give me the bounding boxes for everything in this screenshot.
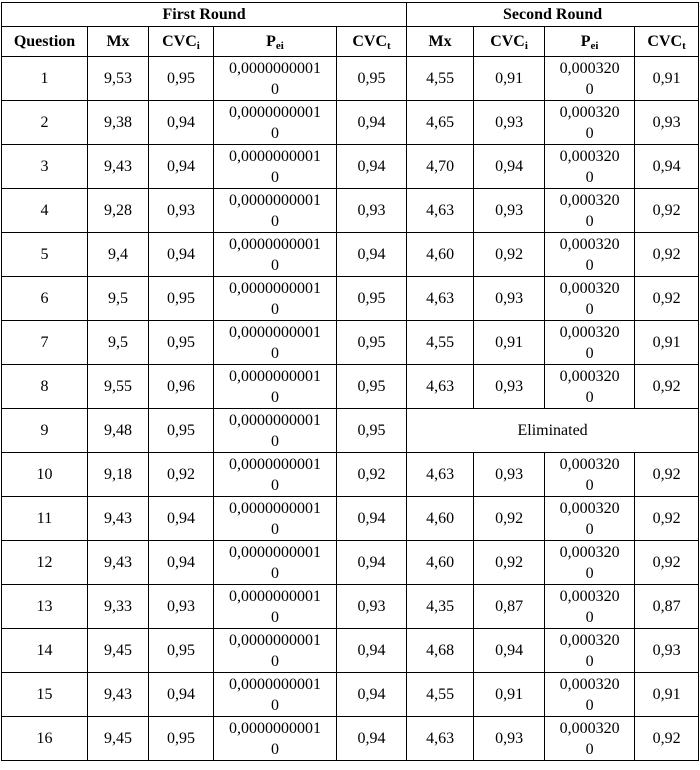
cvct-cell-r1: 0,94	[337, 717, 407, 761]
cvct-cell-r1: 0,93	[337, 585, 407, 629]
pei-line-2: 0	[585, 388, 594, 406]
pei-cell-r1	[214, 189, 337, 233]
mx-cell-r1: 9,18	[88, 453, 149, 497]
pei-line-1: 0,0000000001	[229, 543, 321, 561]
question-cell: 15	[2, 673, 88, 717]
cvci-cell-r1: 0,94	[149, 673, 214, 717]
cvci-cell-r1: 0,94	[149, 101, 214, 145]
pei-line-2: 0	[271, 168, 279, 186]
mx-column-header-r2: Mx	[407, 27, 474, 57]
cvct-cell-r1: 0,95	[337, 365, 407, 409]
pei-line-2: 0	[585, 476, 594, 494]
cvct-cell-r2: 0,92	[635, 541, 699, 585]
table-row	[2, 585, 699, 629]
pei-line-2: 0	[271, 344, 279, 362]
pei-line-1: 0,000320	[559, 103, 620, 121]
table-row	[2, 409, 699, 453]
table-row	[2, 541, 699, 585]
question-cell: 16	[2, 717, 88, 761]
pei-line-2: 0	[585, 256, 594, 274]
table-row	[2, 277, 699, 321]
pei-line-1: 0,0000000001	[229, 147, 321, 165]
table-row	[2, 145, 699, 189]
question-cell: 6	[2, 277, 88, 321]
cvct-cell-r1: 0,95	[337, 409, 407, 453]
pei-line-2: 0	[585, 564, 594, 582]
cvc-label: CVC	[647, 32, 683, 50]
cvci-cell-r2: 0,94	[474, 629, 545, 673]
cvci-column-header-r1	[149, 27, 214, 57]
cvci-cell-r1: 0,95	[149, 277, 214, 321]
pei-cell-r2	[545, 57, 635, 101]
mx-cell-r2: 4,55	[407, 673, 474, 717]
pei-cell-r1	[214, 233, 337, 277]
mx-cell-r2: 4,63	[407, 277, 474, 321]
cvc-label: CVC	[490, 32, 525, 50]
pei-line-1: 0,000320	[559, 631, 620, 649]
cvct-cell-r1: 0,94	[337, 629, 407, 673]
mx-cell-r2: 4,55	[407, 57, 474, 101]
pei-column-header-r1	[214, 27, 337, 57]
question-cell: 13	[2, 585, 88, 629]
pei-line-2: 0	[271, 740, 279, 758]
pei-line-1: 0,0000000001	[229, 411, 321, 429]
cvct-cell-r2: 0,93	[635, 629, 699, 673]
question-cell: 7	[2, 321, 88, 365]
cvci-cell-r2: 0,91	[474, 321, 545, 365]
pei-line-2: 0	[585, 80, 594, 98]
cvct-cell-r1: 0,95	[337, 57, 407, 101]
pei-line-1: 0,000320	[559, 543, 620, 561]
pei-line-1: 0,0000000001	[229, 587, 321, 605]
eliminated-cell: Eliminated	[407, 409, 699, 453]
pei-line-2: 0	[585, 520, 594, 538]
cvci-cell-r2: 0,91	[474, 57, 545, 101]
pei-line-2: 0	[271, 564, 279, 582]
question-cell: 4	[2, 189, 88, 233]
cvci-cell-r1: 0,92	[149, 453, 214, 497]
mx-cell-r1: 9,43	[88, 541, 149, 585]
pei-line-1: 0,0000000001	[229, 455, 321, 473]
subscript: t	[682, 39, 686, 52]
pei-line-2: 0	[271, 652, 279, 670]
pei-line-2: 0	[271, 696, 279, 714]
pei-line-1: 0,0000000001	[229, 323, 321, 341]
pei-line-2: 0	[271, 256, 279, 274]
mx-cell-r1: 9,5	[88, 277, 149, 321]
pe-label: P	[580, 32, 591, 50]
question-cell: 9	[2, 409, 88, 453]
cvci-cell-r2: 0,92	[474, 233, 545, 277]
table-row	[2, 365, 699, 409]
mx-cell-r1: 9,28	[88, 189, 149, 233]
question-cell: 14	[2, 629, 88, 673]
mx-cell-r2: 4,60	[407, 497, 474, 541]
cvct-cell-r1: 0,94	[337, 541, 407, 585]
pei-cell-r1	[214, 321, 337, 365]
cvci-cell-r2: 0,92	[474, 497, 545, 541]
mx-cell-r1: 9,33	[88, 585, 149, 629]
cvci-cell-r1: 0,95	[149, 629, 214, 673]
cvct-cell-r2: 0,92	[635, 717, 699, 761]
group-header-row	[2, 3, 699, 27]
cvct-cell-r2: 0,94	[635, 145, 699, 189]
pei-cell-r1	[214, 145, 337, 189]
cvct-cell-r1: 0,95	[337, 321, 407, 365]
cvci-cell-r1: 0,94	[149, 233, 214, 277]
pei-line-2: 0	[271, 212, 279, 230]
pei-cell-r2	[545, 629, 635, 673]
cvci-cell-r1: 0,93	[149, 585, 214, 629]
pei-line-1: 0,0000000001	[229, 191, 321, 209]
cvci-cell-r1: 0,95	[149, 409, 214, 453]
cvct-cell-r2: 0,92	[635, 233, 699, 277]
first-round-header: First Round	[2, 3, 407, 27]
pei-line-1: 0,0000000001	[229, 367, 321, 385]
pei-cell-r2	[545, 189, 635, 233]
pei-line-1: 0,0000000001	[229, 59, 321, 77]
pei-line-1: 0,000320	[559, 279, 620, 297]
pei-line-2: 0	[585, 696, 594, 714]
mx-cell-r2: 4,63	[407, 365, 474, 409]
cvci-cell-r1: 0,94	[149, 497, 214, 541]
cvct-cell-r1: 0,95	[337, 277, 407, 321]
pei-line-2: 0	[585, 608, 594, 626]
results-table	[1, 2, 699, 761]
question-column-header: Question	[2, 27, 88, 57]
table-body	[2, 57, 699, 761]
pei-line-2: 0	[271, 608, 279, 626]
pei-cell-r1	[214, 585, 337, 629]
table-row	[2, 497, 699, 541]
pei-cell-r1	[214, 717, 337, 761]
mx-cell-r2: 4,68	[407, 629, 474, 673]
table-row	[2, 717, 699, 761]
cvci-cell-r1: 0,95	[149, 57, 214, 101]
cvci-cell-r2: 0,93	[474, 365, 545, 409]
pei-line-1: 0,000320	[559, 147, 620, 165]
cvct-column-header-r1	[337, 27, 407, 57]
question-cell: 10	[2, 453, 88, 497]
cvct-cell-r2: 0,91	[635, 673, 699, 717]
mx-cell-r1: 9,55	[88, 365, 149, 409]
pei-line-1: 0,0000000001	[229, 631, 321, 649]
cvct-cell-r1: 0,94	[337, 497, 407, 541]
pei-cell-r1	[214, 453, 337, 497]
pei-line-1: 0,000320	[559, 719, 620, 737]
cvct-cell-r2: 0,91	[635, 57, 699, 101]
cvct-cell-r2: 0,92	[635, 277, 699, 321]
pei-line-2: 0	[585, 344, 594, 362]
table-row	[2, 189, 699, 233]
cvct-cell-r1: 0,94	[337, 145, 407, 189]
question-cell: 12	[2, 541, 88, 585]
pei-line-2: 0	[271, 432, 279, 450]
pei-line-2: 0	[585, 168, 594, 186]
pei-cell-r1	[214, 277, 337, 321]
question-cell: 5	[2, 233, 88, 277]
mx-cell-r2: 4,65	[407, 101, 474, 145]
question-cell: 3	[2, 145, 88, 189]
question-cell: 2	[2, 101, 88, 145]
pei-line-1: 0,000320	[559, 587, 620, 605]
cvci-cell-r1: 0,95	[149, 321, 214, 365]
pei-cell-r2	[545, 673, 635, 717]
pei-line-2: 0	[271, 80, 279, 98]
pei-cell-r2	[545, 453, 635, 497]
cvci-cell-r2: 0,92	[474, 541, 545, 585]
pei-cell-r1	[214, 101, 337, 145]
pei-line-2: 0	[585, 300, 594, 318]
cvct-cell-r1: 0,94	[337, 233, 407, 277]
mx-cell-r1: 9,43	[88, 673, 149, 717]
cvct-cell-r2: 0,92	[635, 189, 699, 233]
table-row	[2, 57, 699, 101]
pei-line-1: 0,000320	[559, 59, 620, 77]
pei-line-1: 0,000320	[559, 499, 620, 517]
pei-line-2: 0	[585, 124, 594, 142]
mx-cell-r2: 4,60	[407, 233, 474, 277]
pei-column-header-r2	[545, 27, 635, 57]
second-round-header: Second Round	[407, 3, 699, 27]
pei-cell-r1	[214, 409, 337, 453]
cvci-cell-r1: 0,93	[149, 189, 214, 233]
mx-cell-r1: 9,5	[88, 321, 149, 365]
cvct-cell-r2: 0,93	[635, 101, 699, 145]
pei-line-2: 0	[585, 212, 594, 230]
mx-column-header-r1: Mx	[88, 27, 149, 57]
pei-line-1: 0,000320	[559, 323, 620, 341]
question-cell: 1	[2, 57, 88, 101]
pei-line-1: 0,0000000001	[229, 279, 321, 297]
pei-line-2: 0	[585, 652, 594, 670]
table-row	[2, 233, 699, 277]
table-row	[2, 673, 699, 717]
mx-cell-r1: 9,45	[88, 629, 149, 673]
table-row	[2, 101, 699, 145]
pei-line-2: 0	[271, 520, 279, 538]
mx-cell-r1: 9,43	[88, 497, 149, 541]
cvc-label: CVC	[162, 32, 197, 50]
pei-line-2: 0	[271, 476, 279, 494]
pei-cell-r2	[545, 497, 635, 541]
pei-cell-r2	[545, 321, 635, 365]
pei-cell-r2	[545, 277, 635, 321]
cvct-cell-r1: 0,93	[337, 189, 407, 233]
subscript: t	[387, 39, 391, 52]
mx-cell-r2: 4,63	[407, 453, 474, 497]
pei-cell-r2	[545, 101, 635, 145]
cvct-cell-r2: 0,92	[635, 453, 699, 497]
pei-line-1: 0,0000000001	[229, 719, 321, 737]
mx-cell-r2: 4,70	[407, 145, 474, 189]
table-row	[2, 453, 699, 497]
pei-line-1: 0,000320	[559, 675, 620, 693]
pei-line-1: 0,0000000001	[229, 235, 321, 253]
cvci-cell-r2: 0,91	[474, 673, 545, 717]
cvci-cell-r2: 0,87	[474, 585, 545, 629]
mx-cell-r1: 9,4	[88, 233, 149, 277]
pei-line-1: 0,000320	[559, 367, 620, 385]
pei-cell-r1	[214, 497, 337, 541]
cvci-cell-r2: 0,94	[474, 145, 545, 189]
pei-cell-r2	[545, 233, 635, 277]
table-row	[2, 321, 699, 365]
pei-cell-r1	[214, 365, 337, 409]
cvct-cell-r1: 0,94	[337, 673, 407, 717]
mx-cell-r1: 9,38	[88, 101, 149, 145]
table-row	[2, 629, 699, 673]
mx-cell-r2: 4,63	[407, 717, 474, 761]
cvci-column-header-r2	[474, 27, 545, 57]
subscript: i	[524, 39, 528, 52]
cvci-cell-r1: 0,94	[149, 145, 214, 189]
mx-cell-r1: 9,48	[88, 409, 149, 453]
cvci-cell-r1: 0,96	[149, 365, 214, 409]
cvci-cell-r2: 0,93	[474, 717, 545, 761]
pei-line-1: 0,000320	[559, 235, 620, 253]
cvci-cell-r2: 0,93	[474, 277, 545, 321]
cvct-cell-r2: 0,91	[635, 321, 699, 365]
pei-line-2: 0	[271, 300, 279, 318]
pei-cell-r2	[545, 145, 635, 189]
mx-cell-r2: 4,35	[407, 585, 474, 629]
pei-cell-r1	[214, 541, 337, 585]
pei-cell-r2	[545, 717, 635, 761]
subscript: i	[196, 39, 200, 52]
pe-label: P	[266, 32, 276, 50]
mx-cell-r1: 9,53	[88, 57, 149, 101]
pei-line-1: 0,000320	[559, 191, 620, 209]
pei-cell-r1	[214, 673, 337, 717]
cvci-cell-r1: 0,94	[149, 541, 214, 585]
cvci-cell-r2: 0,93	[474, 453, 545, 497]
cvci-cell-r2: 0,93	[474, 101, 545, 145]
pei-line-2: 0	[271, 388, 279, 406]
mx-cell-r2: 4,55	[407, 321, 474, 365]
cvci-cell-r1: 0,95	[149, 717, 214, 761]
mx-cell-r1: 9,45	[88, 717, 149, 761]
subscript: ei	[275, 39, 284, 52]
question-cell: 8	[2, 365, 88, 409]
pei-line-1: 0,000320	[559, 455, 620, 473]
column-header-row	[2, 27, 699, 57]
cvct-cell-r2: 0,92	[635, 497, 699, 541]
pei-line-1: 0,0000000001	[229, 675, 321, 693]
question-cell: 11	[2, 497, 88, 541]
cvct-cell-r2: 0,87	[635, 585, 699, 629]
cvct-cell-r1: 0,94	[337, 101, 407, 145]
pei-cell-r2	[545, 541, 635, 585]
pei-line-2: 0	[271, 124, 279, 142]
pei-cell-r2	[545, 585, 635, 629]
cvct-cell-r2: 0,92	[635, 365, 699, 409]
pei-line-2: 0	[585, 740, 594, 758]
pei-cell-r1	[214, 629, 337, 673]
pei-cell-r2	[545, 365, 635, 409]
mx-cell-r2: 4,60	[407, 541, 474, 585]
subscript: ei	[590, 39, 599, 52]
cvct-cell-r1: 0,92	[337, 453, 407, 497]
cvci-cell-r2: 0,93	[474, 189, 545, 233]
pei-line-1: 0,0000000001	[229, 499, 321, 517]
pei-cell-r1	[214, 57, 337, 101]
cvct-column-header-r2	[635, 27, 699, 57]
pei-line-1: 0,0000000001	[229, 103, 321, 121]
mx-cell-r2: 4,63	[407, 189, 474, 233]
cvc-label: CVC	[352, 32, 388, 50]
mx-cell-r1: 9,43	[88, 145, 149, 189]
